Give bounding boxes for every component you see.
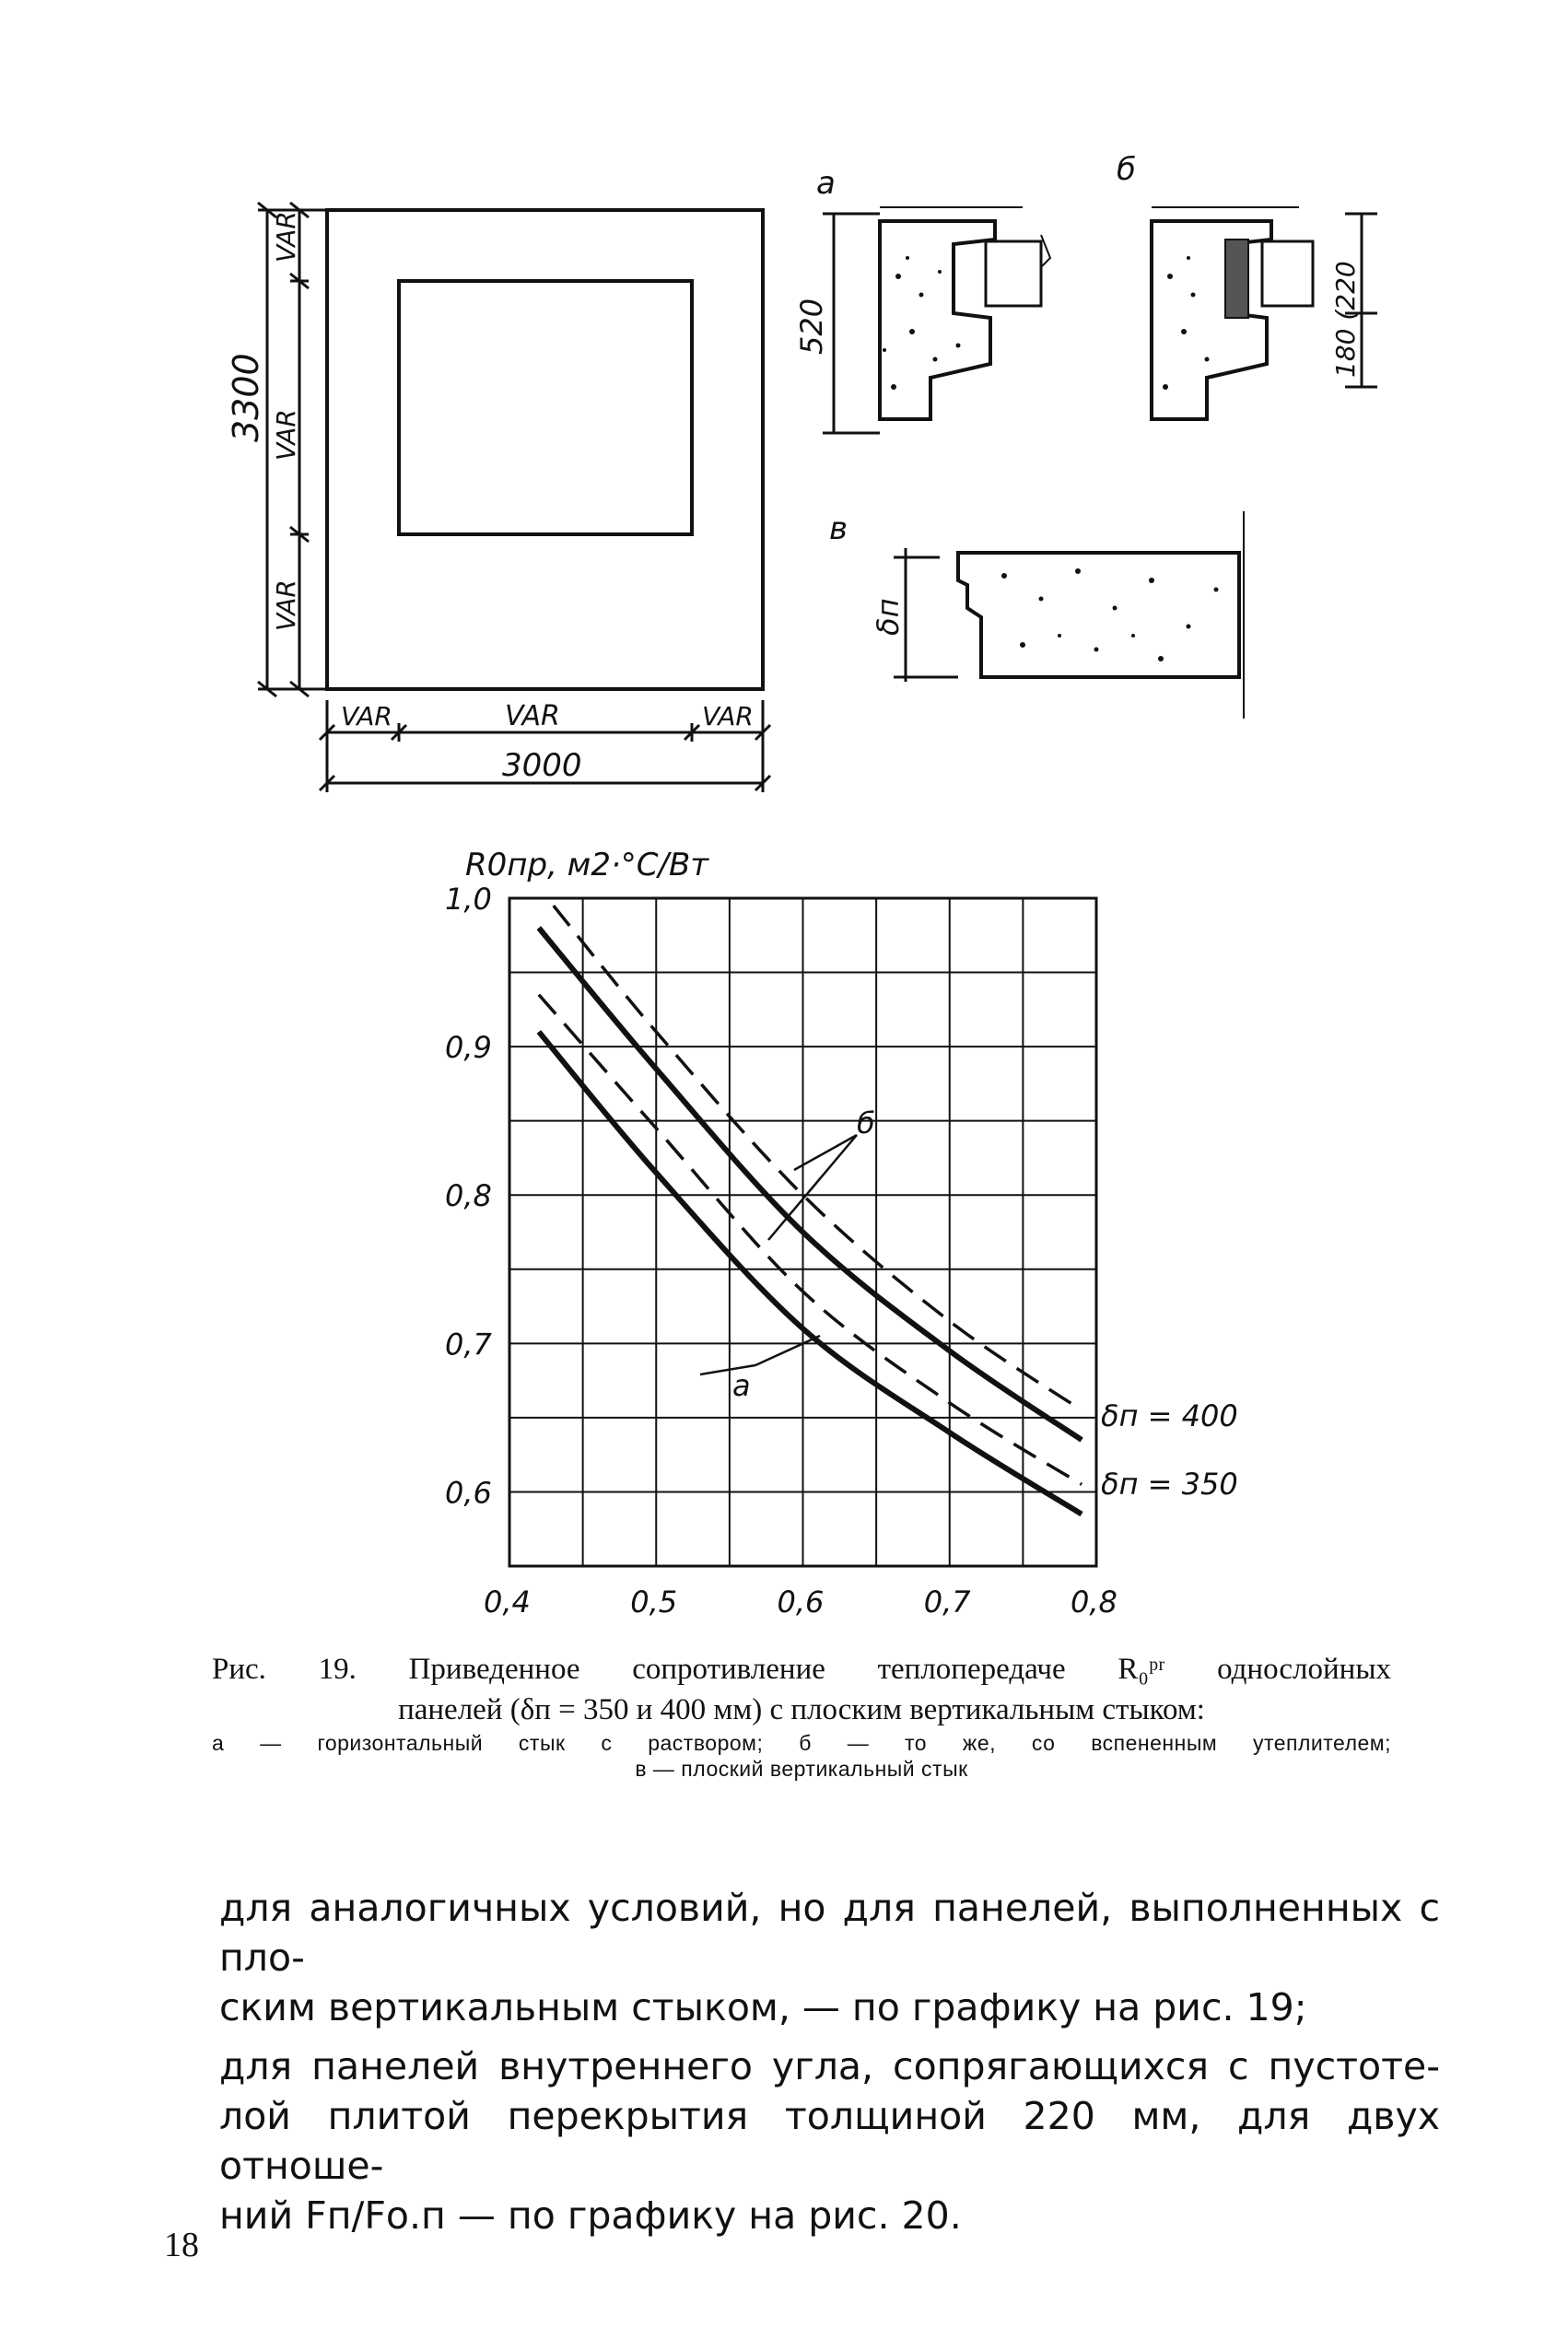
- detail-v-label: в: [829, 510, 848, 547]
- y-tick-label: 0,8: [445, 1178, 492, 1214]
- legend-b-label: б: [857, 1105, 875, 1140]
- paragraph-1-line-2: ским вертикальным стыком, — по графику на рис. 19;: [219, 1985, 1307, 2029]
- y-tick-label: 0,9: [445, 1030, 492, 1066]
- paragraph-1-line-1: для аналогичных условий, но для панелей, выполненных с пло-: [219, 1886, 1440, 1980]
- height-dimension-label: 3300: [226, 353, 266, 442]
- curve-label-400: δп = 400: [1101, 1398, 1238, 1433]
- var-label-middle: VAR: [271, 409, 301, 461]
- var-label-top: VAR: [271, 211, 301, 263]
- paragraph-2-line-3: ний Fп/Fо.п — по графику на рис. 20.: [219, 2193, 962, 2238]
- paragraph-2-line-2: лой плитой перекрытия толщиной 220 мм, для двух отноше-: [219, 2094, 1440, 2188]
- x-tick-label: 0,8: [1071, 1585, 1117, 1620]
- dim-180-220-label: 180 (220: [1330, 261, 1361, 378]
- var-label-center: VAR: [505, 700, 560, 732]
- caption-line-2: панелей (δп = 350 и 400 мм) с плоским вертикальным стыком:: [398, 1693, 1205, 1726]
- x-tick-label: 0,4: [484, 1585, 531, 1620]
- caption-legend-2: в — плоский вертикальный стык: [635, 1757, 968, 1781]
- paragraph-2-line-1: для панелей внутреннего угла, сопрягающихся с пустоте-: [219, 2044, 1440, 2088]
- x-tick-label: 0,7: [923, 1585, 971, 1620]
- chart-ticks: [445, 882, 1117, 1620]
- var-label-left: VAR: [341, 701, 392, 731]
- width-dimension-label: 3000: [502, 747, 582, 784]
- detail-a-label: а: [816, 165, 836, 202]
- y-tick-label: 1,0: [445, 882, 492, 917]
- dim-520-label: 520: [794, 298, 829, 355]
- series-line-3: [539, 1032, 1082, 1515]
- caption-legend-1: а — горизонтальный стык с раствором; б — то же, со вспененным утеплителем;: [212, 1731, 1391, 1755]
- series-line-1: [539, 928, 1082, 1440]
- x-tick-label: 0,5: [630, 1585, 678, 1620]
- body-text: [219, 1883, 1440, 2240]
- page-number: 18: [164, 2226, 199, 2264]
- y-tick-label: 0,7: [445, 1327, 492, 1362]
- figure-caption: [212, 1649, 1391, 1782]
- caption-line-1: Рис. 19. Приведенное сопротивление теплопередаче R₀ᵖʳ однослойных: [212, 1653, 1391, 1686]
- var-label-bottom: VAR: [271, 579, 301, 631]
- curve-label-350: δп = 350: [1101, 1467, 1238, 1502]
- chart-series: [539, 906, 1082, 1515]
- var-label-right: VAR: [702, 701, 754, 731]
- legend-a-label: а: [732, 1368, 751, 1403]
- y-axis-label: R0пр, м2·°С/Вт: [465, 847, 709, 883]
- y-tick-label: 0,6: [445, 1475, 492, 1511]
- detail-b-label: б: [1117, 151, 1136, 188]
- dim-delta-label: δп: [871, 598, 906, 636]
- x-tick-label: 0,6: [777, 1585, 825, 1620]
